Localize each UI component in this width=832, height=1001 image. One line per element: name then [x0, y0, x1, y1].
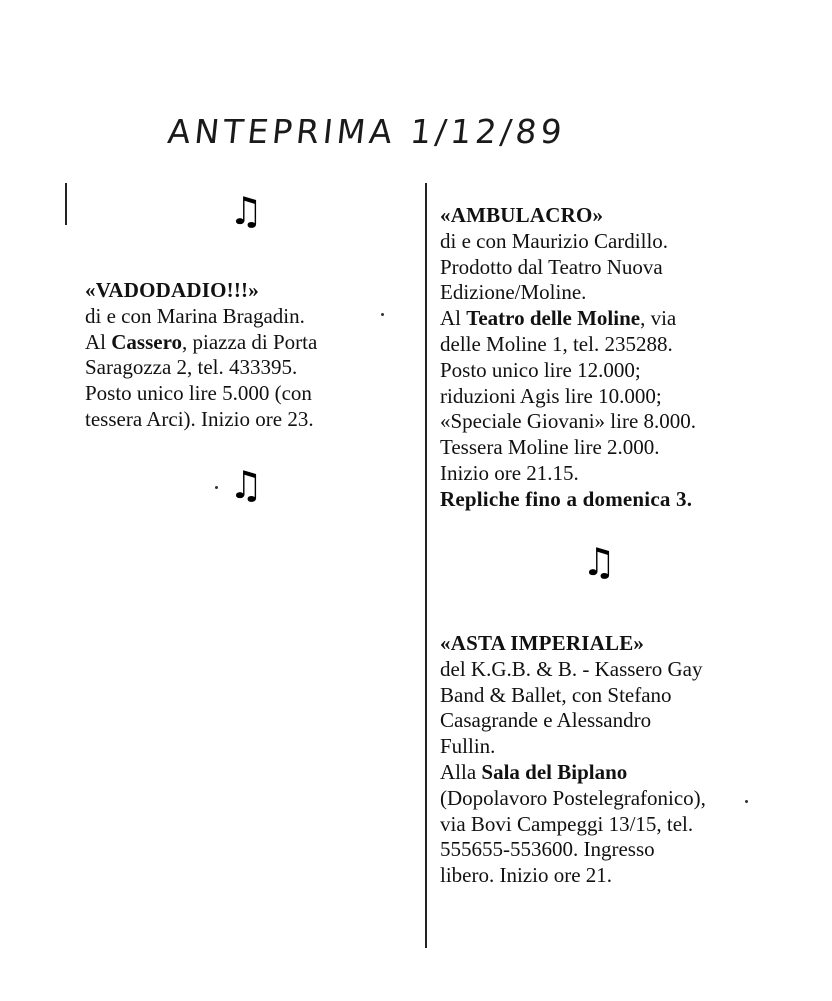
article-line: via Bovi Campeggi 13/15, tel.	[440, 811, 694, 836]
article-line: Alla Sala del Biplano	[440, 759, 628, 784]
article-line: di e con Maurizio Cardillo.	[440, 228, 669, 253]
article-line: delle Moline 1, tel. 235288.	[440, 331, 673, 356]
right-bottom-article	[440, 631, 706, 889]
article-line: riduzioni Agis lire 10.000;	[440, 383, 662, 408]
article-line: Tessera Moline lire 2.000.	[440, 435, 660, 460]
article-line: 555655-553600. Ingresso	[440, 837, 655, 862]
article-line: Casagrande e Alessandro	[440, 708, 652, 733]
article-closing: Repliche fino a domenica 3.	[440, 486, 693, 511]
article-title: «VADODADIO!!!»	[85, 278, 259, 302]
music-note-icon: ♫	[229, 189, 264, 233]
article-line: libero. Inizio ore 21.	[440, 863, 613, 888]
music-note-icon: ♫	[229, 463, 264, 507]
venue-name: Teatro delle Moline	[466, 306, 641, 331]
article-line: del K.G.B. & B. - Kassero Gay	[440, 656, 703, 681]
right-top-article	[440, 203, 696, 513]
article-line: Edizione/Moline.	[440, 280, 587, 305]
article-line: Al Teatro delle Moline, via	[440, 306, 677, 331]
article-line: Fullin.	[440, 734, 496, 759]
scan-speck	[745, 800, 748, 803]
article-line: «Speciale Giovani» lire 8.000.	[440, 409, 697, 434]
article-line: (Dopolavoro Postelegrafonico),	[440, 785, 706, 810]
left-margin-rule	[65, 183, 67, 225]
scan-speck	[381, 313, 384, 316]
handwritten-date: ANTEPRIMA 1/12/89	[165, 112, 568, 151]
venue-name: Cassero	[111, 329, 183, 354]
venue-name: Sala del Biplano	[481, 759, 628, 784]
left-article	[85, 278, 317, 433]
article-line: di e con Marina Bragadin.	[85, 303, 305, 328]
article-line: Al Cassero, piazza di Porta	[85, 329, 318, 354]
article-line: Posto unico lire 5.000 (con	[85, 381, 312, 406]
article-line: tessera Arci). Inizio ore 23.	[85, 406, 314, 431]
article-title: «ASTA IMPERIALE»	[440, 631, 645, 655]
article-line: Saragozza 2, tel. 433395.	[85, 355, 298, 380]
music-note-icon: ♫	[582, 540, 617, 584]
article-line: Inizio ore 21.15.	[440, 460, 579, 485]
article-line: Band & Ballet, con Stefano	[440, 682, 672, 707]
article-title: «AMBULACRO»	[440, 203, 604, 227]
scan-speck	[215, 486, 218, 489]
article-line: Posto unico lire 12.000;	[440, 357, 641, 382]
article-line: Prodotto dal Teatro Nuova	[440, 254, 663, 279]
column-divider	[425, 183, 427, 948]
